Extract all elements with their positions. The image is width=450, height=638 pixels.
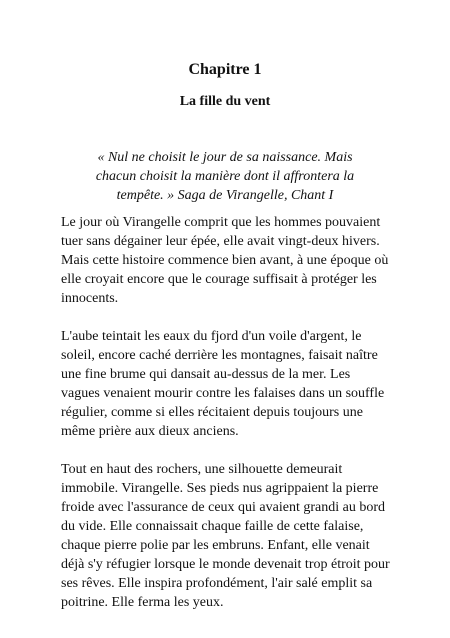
paragraph: Tout en haut des rochers, une silhouette demeurait immobile. Virangelle. Ses pieds nus agrippaient la pierre froide avec l'assurance de ceux qui avaient grandi au bord du vide. Elle connaissait chaque faille de cette falaise, chaque pierre polie par les embruns. Enfant, elle venait déjà s'y réfugier lorsque le monde devenait trop étroit pour ses rêves. Elle inspira profondément, l'air salé emplit sa poitrine. Elle ferma les yeux.: [61, 462, 390, 610]
paragraph: L'aube teintait les eaux du fjord d'un voile d'argent, le soleil, encore caché derrière les montagnes, faisait naître une fine brume qui dansait au-dessus de la mer. Les vagues venaient mourir contre les falaises dans un souffle régulier, comme si elles récitaient depuis toujours une même prière aux dieux anciens.: [61, 329, 385, 439]
body-text: [61, 213, 391, 631]
chapter-number: Chapitre 1: [188, 61, 262, 78]
epigraph: « Nul ne choisit le jour de sa naissance. Mais chacun choisit la manière dont il affrontera la tempête. » Saga de Virangelle, Chant I: [95, 150, 355, 203]
chapter-title: La fille du vent: [179, 94, 271, 109]
paragraph: Le jour où Virangelle comprit que les hommes pouvaient tuer sans dégainer leur épée, elle avait vingt-deux hivers. Mais cette histoire commence bien avant, à une époque où elle croyait encore que le courage suffisait à protéger les innocents.: [61, 215, 389, 306]
